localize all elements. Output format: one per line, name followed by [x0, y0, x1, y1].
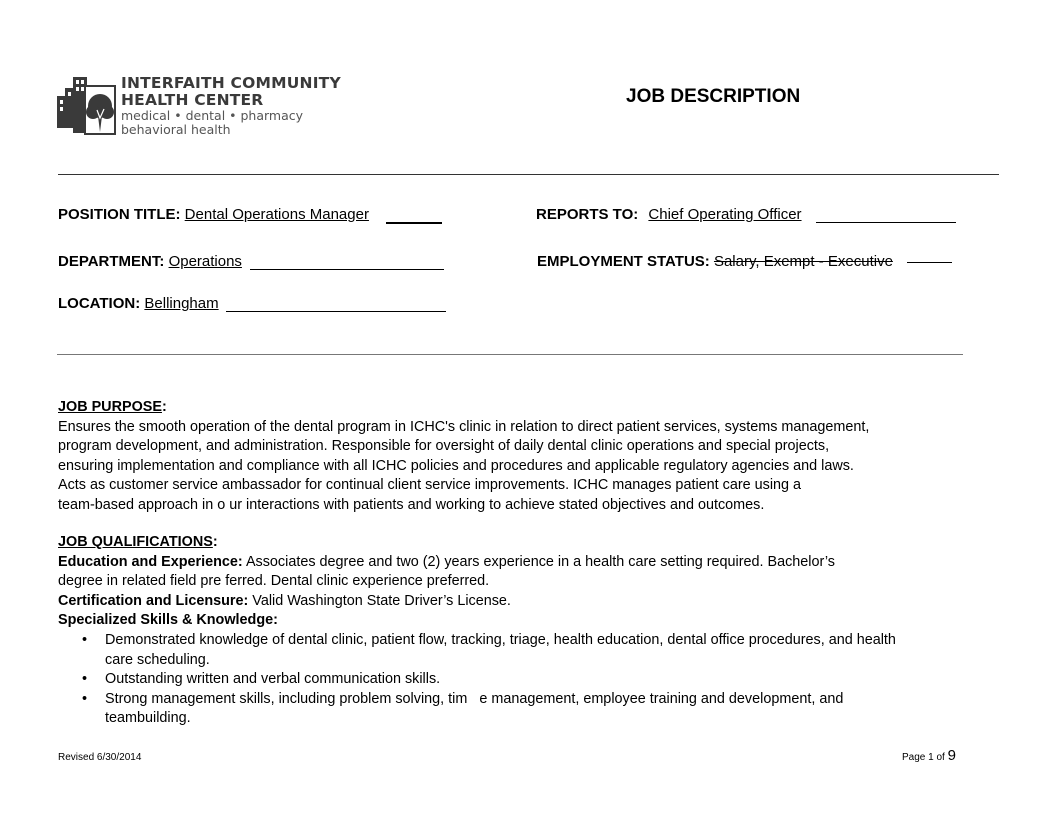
header-divider — [58, 174, 999, 175]
education-label: Education and Experience: — [58, 553, 243, 570]
education-line — [58, 553, 958, 573]
skill-text: Outstanding written and verbal communication skills. — [105, 671, 441, 687]
organization-name-line2: HEALTH CENTER — [121, 91, 264, 109]
fields-divider — [57, 354, 963, 355]
page-current: 1 — [928, 752, 934, 763]
job-purpose-heading-line — [58, 398, 958, 418]
skill-text: Demonstrated knowledge of dental clinic, patient flow, tracking, triage, health education, dental office procedures, and health care scheduling. — [105, 632, 896, 668]
job-purpose-section — [58, 398, 958, 515]
page-number — [902, 747, 956, 764]
location-value: Bellingham — [144, 295, 219, 312]
page-of: of — [936, 752, 945, 763]
location-underline — [226, 311, 446, 312]
organization-name-line1: INTERFAITH COMMUNITY — [121, 74, 341, 92]
certification-label: Certification and Licensure: — [58, 592, 249, 609]
employment-status-label: EMPLOYMENT STATUS: — [537, 253, 710, 270]
education-text: Associates degree and two (2) years experience in a health care setting required. Bachelor’s — [242, 553, 835, 570]
reports-to-field — [536, 206, 802, 223]
certification-text: Valid Washington State Driver’s License. — [248, 592, 511, 609]
job-qualifications-heading: JOB QUALIFICATIONS — [58, 534, 213, 550]
job-purpose-line: program development, and administration. Responsible for oversight of daily dental clinic operations and special projects, — [58, 438, 830, 454]
organization-services-line2: behavioral health — [121, 122, 231, 137]
list-item — [58, 670, 925, 690]
skill-text: Strong management skills, including problem solving, tim e management, employee training and development, and teambuilding. — [105, 690, 848, 726]
organization-services-line1: medical • dental • pharmacy — [121, 108, 304, 123]
job-qualifications-section — [58, 533, 958, 631]
reports-to-label: REPORTS TO: — [536, 206, 639, 223]
building-tree-logo-icon — [57, 74, 121, 136]
employment-status-value: Salary, Exempt - Executive — [713, 253, 893, 270]
location-label: LOCATION: — [58, 295, 141, 312]
reports-to-value: Chief Operating Officer — [648, 206, 802, 223]
skills-list — [58, 631, 925, 729]
page-total: 9 — [947, 747, 956, 764]
revised-date: Revised 6/30/2014 — [58, 752, 142, 763]
bullet-icon: • — [82, 671, 88, 687]
position-title-underline — [386, 222, 442, 224]
certification-line — [58, 592, 958, 612]
education-text-continued: degree in related field pre ferred. Dental clinic experience preferred. — [58, 573, 490, 589]
page-label: Page — [902, 752, 926, 763]
list-item — [58, 631, 925, 670]
list-item — [58, 690, 925, 729]
job-qualifications-colon: : — [212, 534, 218, 550]
department-field — [58, 253, 242, 270]
document-title: JOB DESCRIPTION — [626, 86, 801, 107]
department-underline — [250, 269, 444, 270]
organization-logo — [57, 74, 357, 136]
position-title-field — [58, 206, 369, 223]
job-purpose-colon: : — [161, 399, 167, 415]
bullet-icon: • — [82, 632, 88, 648]
bullet-icon: • — [82, 690, 88, 707]
position-title-label: POSITION TITLE: — [58, 206, 181, 223]
skills-label: Specialized Skills & Knowledge: — [58, 612, 278, 628]
position-title-value: Dental Operations Manager — [184, 206, 369, 223]
employment-status-field — [537, 253, 893, 270]
department-label: DEPARTMENT: — [58, 253, 165, 270]
job-purpose-heading: JOB PURPOSE — [58, 399, 162, 415]
job-purpose-line: ensuring implementation and compliance with all ICHC policies and procedures and applicable regulatory agencies and laws. — [58, 457, 854, 474]
reports-to-underline — [816, 222, 956, 223]
department-value: Operations — [168, 253, 242, 270]
job-purpose-line: team-based approach in o ur interactions with patients and working to achieve stated objectives and outcomes. — [58, 496, 765, 513]
job-purpose-line: Acts as customer service ambassador for continual client service improvements. ICHC manages patient care using a — [58, 477, 802, 493]
job-qualifications-heading-line — [58, 533, 958, 553]
employment-status-strike-extension — [907, 262, 952, 263]
location-field — [58, 295, 219, 312]
job-purpose-line: Ensures the smooth operation of the dental program in ICHC's clinic in relation to direct patient services, systems management, — [58, 418, 870, 435]
